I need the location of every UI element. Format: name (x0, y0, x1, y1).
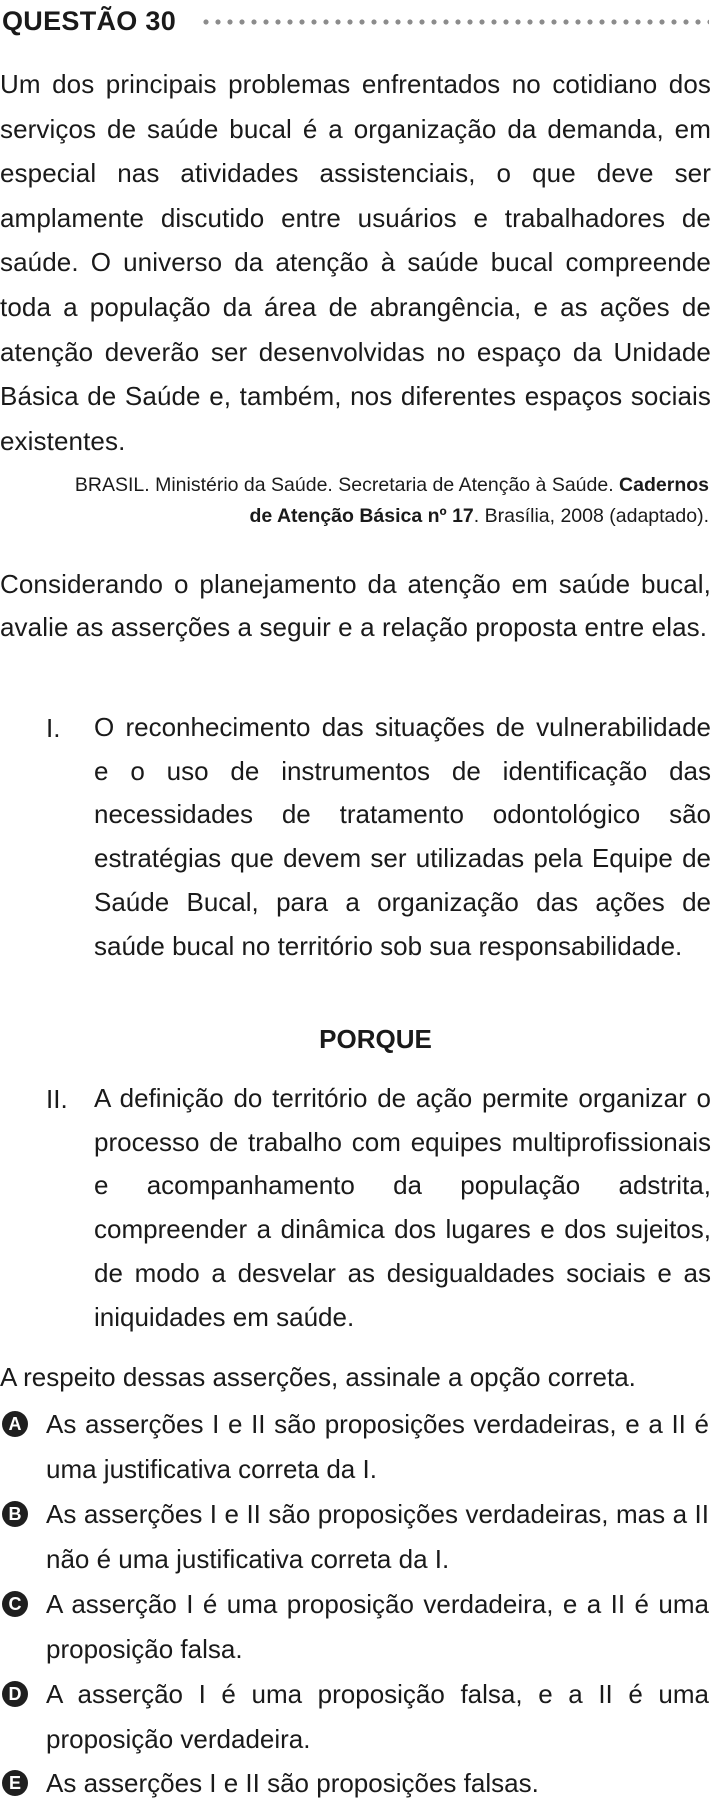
question-prompt: A respeito dessas asserções, assinale a opção correta. (0, 1362, 636, 1392)
intro-paragraph: Um dos principais problemas enfrentados no cotidiano dos serviços de saúde bucal é a organização da demanda, em especial nas atividades assistenciais, o que deve ser amplamente discutido entre usuários e trabalhadores de saúde. O universo da atenção à saúde bucal compreende toda a população da área de abrangência, e as ações de atenção deverão ser desenvolvidas no espaço da Unidade Básica de Saúde e, também, nos diferentes espaços sociais existentes. (0, 69, 711, 456)
dotted-divider (200, 19, 709, 25)
option-letter-badge[interactable]: E (2, 1770, 28, 1796)
citation-prefix: BRASIL. Ministério da Saúde. Secretaria de Atenção à Saúde. (74, 474, 614, 496)
assertion-text: A definição do território de ação permite organizar o processo de trabalho com equipes multiprofissionais e acompanhamento da população adstrita, compreender a dinâmica dos lugares e dos sujeitos, de modo a desvelar as desigualdades sociais e as iniquidades em saúde. (94, 1083, 711, 1332)
source-citation (0, 470, 709, 532)
option-letter-badge[interactable]: D (2, 1681, 28, 1707)
assertion-text: O reconhecimento das situações de vulnerabilidade e o uso de instrumentos de identificação das necessidades de tratamento odontológico são estratégias que devem ser utilizadas pela Equipe de Saúde Bucal, para a organização das ações de saúde bucal no território sob sua responsabilidade. (94, 712, 711, 961)
assertion-number: I. (46, 713, 61, 743)
context-paragraph: Considerando o planejamento da atenção em saúde bucal, avalie as asserções a seguir e a relação proposta entre elas. (0, 569, 711, 642)
citation-title-part-2: de Atenção Básica nº 17 (249, 505, 474, 527)
option-text[interactable]: A asserção I é uma proposição verdadeira, e a II é uma proposição falsa. (46, 1589, 709, 1664)
question-header (0, 4, 711, 38)
citation-suffix: . Brasília, 2008 (adaptado). (473, 505, 709, 527)
connector-porque: PORQUE (319, 1024, 432, 1054)
option-letter-badge[interactable]: C (2, 1591, 28, 1617)
citation-line-2 (0, 501, 709, 532)
option-text[interactable]: As asserções I e II são proposições falsas. (46, 1768, 539, 1798)
assertion-number: II. (46, 1084, 68, 1114)
option-text[interactable]: As asserções I e II são proposições verdadeiras, e a II é uma justificativa correta da I. (46, 1409, 709, 1484)
question-title: QUESTÃO 30 (2, 6, 177, 36)
option-letter-badge[interactable]: B (2, 1501, 28, 1527)
option-letter-badge[interactable]: A (2, 1411, 28, 1437)
citation-line-1 (0, 470, 709, 501)
citation-title-part-1: Cadernos (619, 474, 709, 496)
option-text[interactable]: A asserção I é uma proposição falsa, e a II é uma proposição verdadeira. (46, 1679, 709, 1754)
option-text[interactable]: As asserções I e II são proposições verdadeiras, mas a II não é uma justificativa correta da I. (46, 1499, 709, 1574)
